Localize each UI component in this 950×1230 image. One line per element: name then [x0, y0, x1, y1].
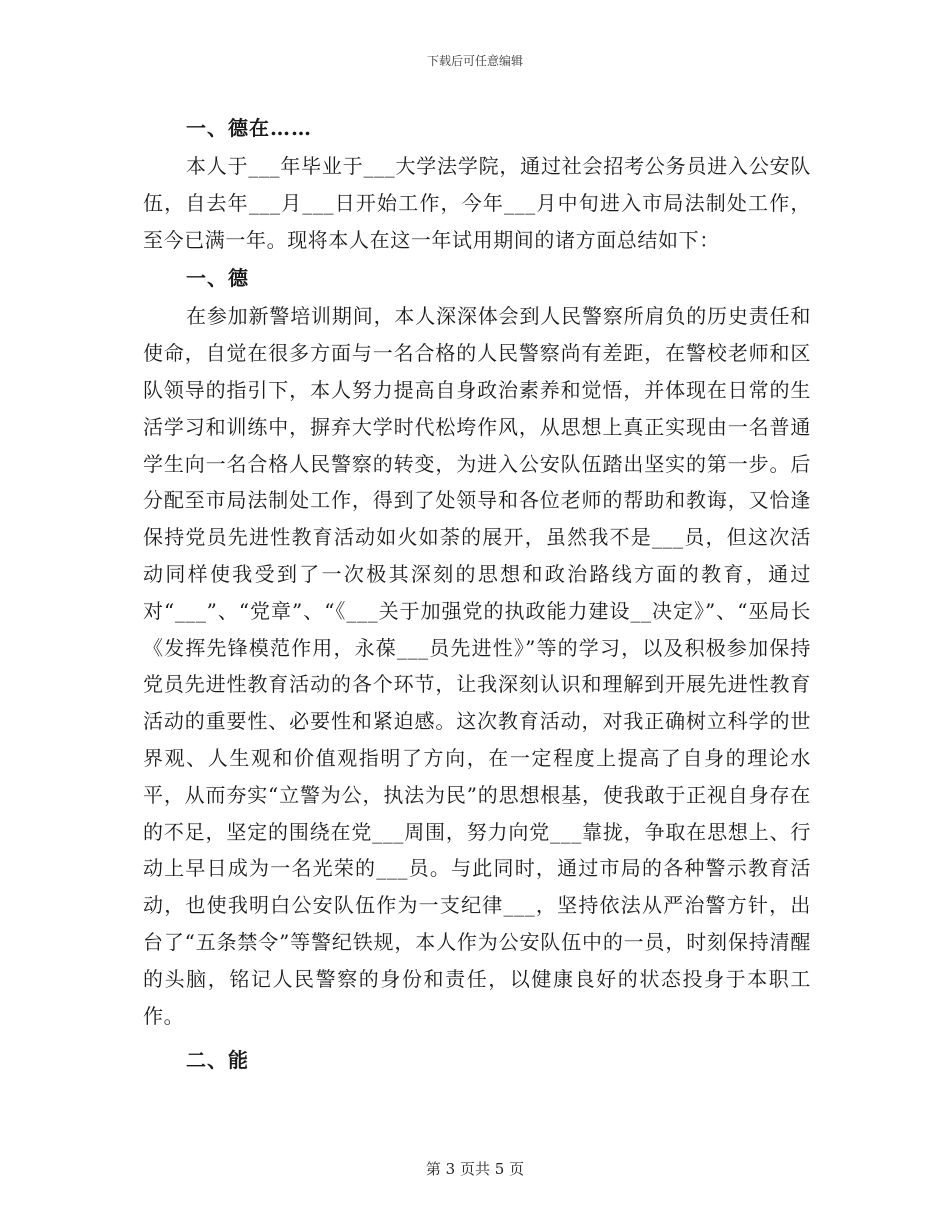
document-title: 一、德在…… — [186, 116, 312, 140]
page-header-note: 下载后可任意编辑 — [426, 54, 523, 68]
intro-paragraph: 本人于___年毕业于___大学法学院，通过社会招考公务员进入公安队伍，自去年___月___日开始工作，今年___月中旬进入市局法制处工作，至今已满一年。现将本人在这一年试用期间的诸方面总结如下： — [143, 154, 811, 252]
page-number: 第 3 页共 5 页 — [425, 1160, 525, 1178]
section-heading-virtue: 一、德 — [186, 266, 249, 291]
section-virtue-paragraph: 在参加新警培训期间，本人深深体会到人民警察所肩负的历史责任和使命，自觉在很多方面与一名合格的人民警察尚有差距，在警校老师和区队领导的指引下，本人努力提高自身政治素养和觉悟，并体现在日常的生活学习和训练中，摒弃大学时代松垮作风，从思想上真正实现由一名普通学生向一名合格人民警察的转变，为进入公安队伍踏出坚实的第一步。后分配至市局法制处工作，得到了处领导和各位老师的帮助和教诲，又恰逢保持党员先进性教育活动如火如荼的展开，虽然我不是___员，但这次活动同样使我受到了一次极其深刻的思想和政治路线方面的教育，通过对“___”、“党章”、“《___关于加强党的执政能力建设__决定》”、“巫局长《发挥先锋模范作用，永葆___员先进性》”等的学习，以及积极参加保持党员先进性教育活动的各个环节，让我深刻认识和理解到开展先进性教育活动的重要性、必要性和紧迫感。这次教育活动，对我正确树立科学的世界观、人生观和价值观指明了方向，在一定程度上提高了自身的理论水平，从而夯实“立警为公，执法为民”的思想根基，使我敢于正视自身存在的不足，坚定的围绕在党___周围，努力向党___靠拢，争取在思想上、行动上早日成为一名光荣的___员。与此同时，通过市局的各种警示教育活动，也使我明白公安队伍作为一支纪律___，坚持依法从严治警方针，出台了“五条禁令”等警纪铁规，本人作为公安队伍中的一员，时刻保持清醒的头脑，铭记人民警察的身份和责任，以健康良好的状态投身于本职工作。 — [143, 304, 811, 1028]
section-heading-ability: 二、能 — [186, 1048, 249, 1073]
document-body — [143, 108, 811, 1080]
